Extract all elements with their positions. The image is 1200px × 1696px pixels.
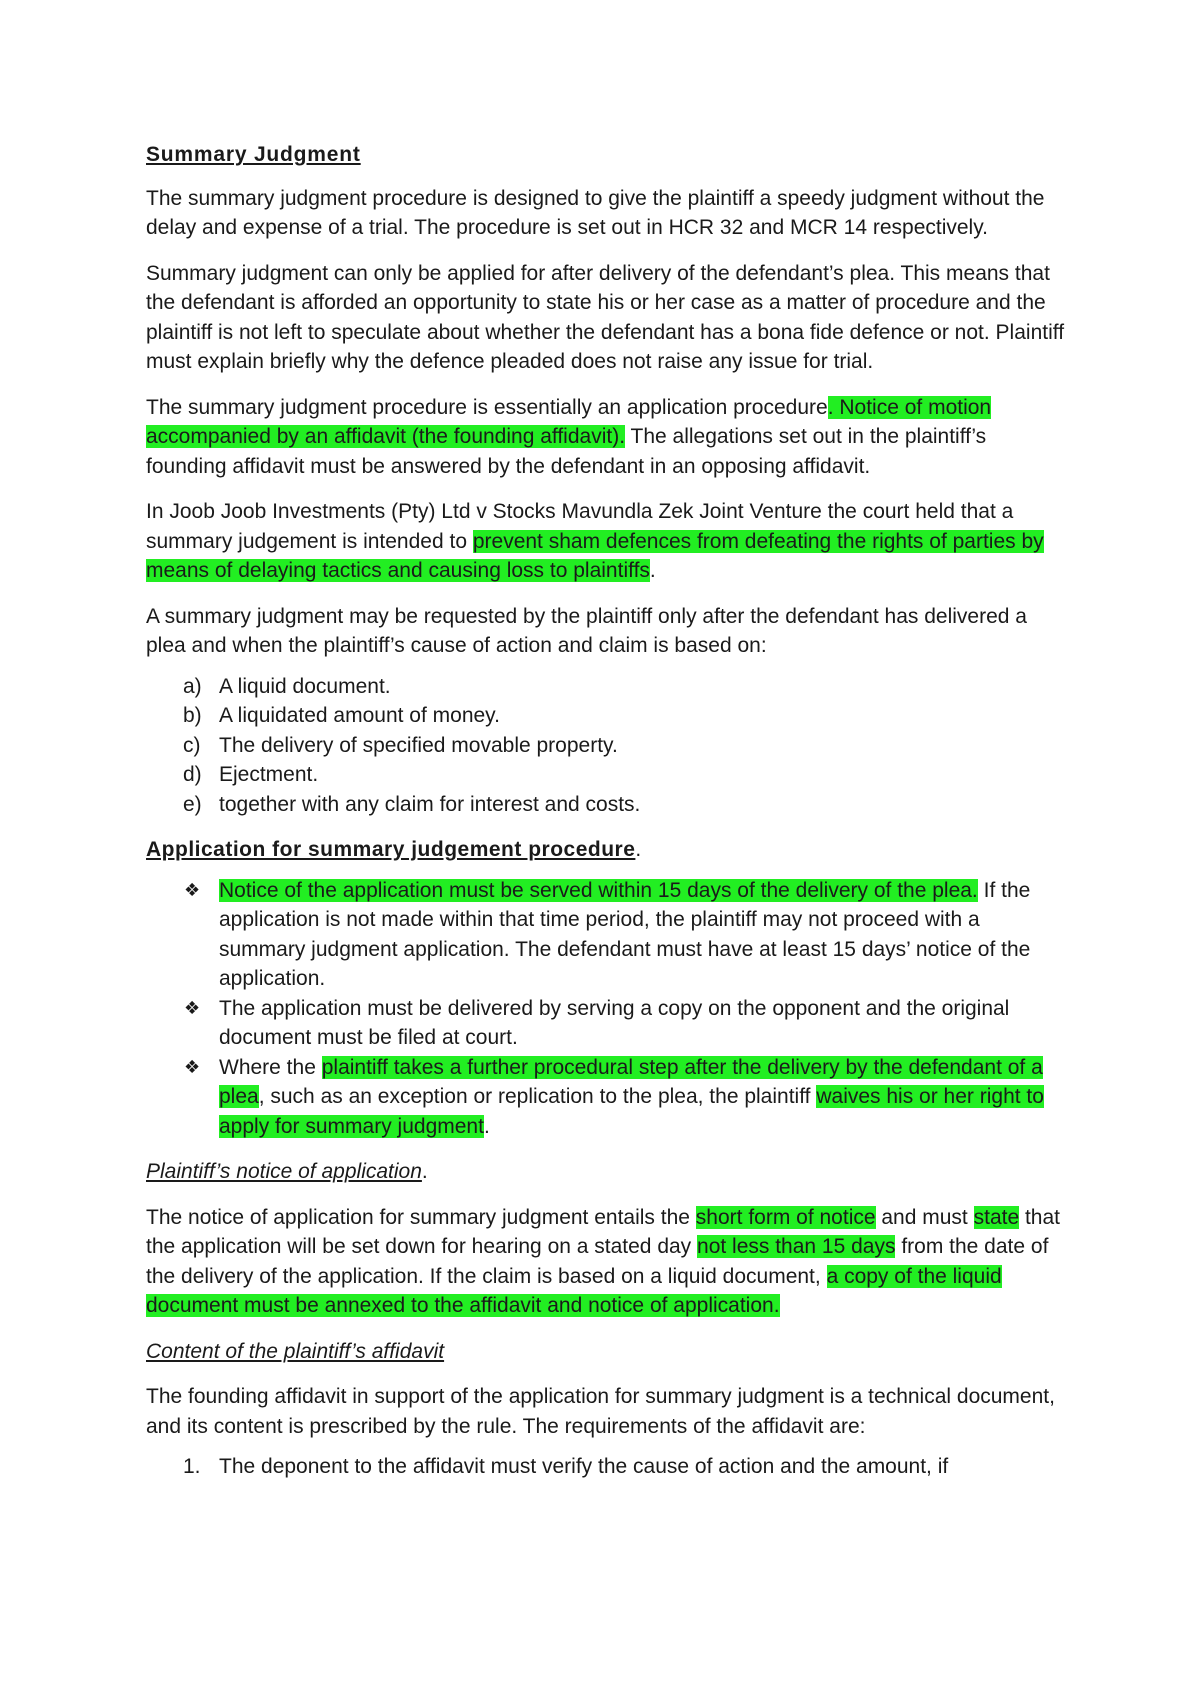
list-item-text: Ejectment.	[219, 763, 319, 786]
list-marker: c)	[183, 733, 201, 757]
list-marker: d)	[183, 763, 202, 786]
list-item-text: A liquid document.	[219, 674, 391, 698]
subheading-affidavit	[146, 1337, 1066, 1367]
highlighted-text: . Notice of motion accompanied by an affidavit (the founding affidavit).	[146, 395, 992, 448]
text-run: from the date of the delivery of the application. If the claim is based on a liquid document,	[146, 1235, 1049, 1288]
text-run: and must	[875, 1205, 974, 1229]
list-marker: e)	[183, 792, 202, 816]
highlighted-text: plaintiff takes a further procedural step after the delivery by the defendant of a plea	[219, 1055, 1043, 1108]
paragraph-requirements: A summary judgment may be requested by the plaintiff only after the defendant has delivered a plea and when the plaintiff’s cause of action and claim is based on:	[146, 604, 1027, 657]
highlighted-text: a copy of the liquid document must be annexed to the affidavit and notice of application.	[146, 1264, 1002, 1317]
list-item	[146, 1452, 1066, 1482]
list-item	[146, 1053, 1066, 1142]
diamond-bullet-icon: ❖	[184, 1056, 201, 1078]
text-run: that the application will be set down for hearing on a stated day	[146, 1205, 1061, 1258]
highlighted-text: waives his or her right to apply for summary judgment	[219, 1085, 1044, 1138]
list-item	[146, 876, 1066, 994]
paragraph-affidavit: The founding affidavit in support of the application for summary judgment is a technical document, and its content is prescribed by the rule. The requirements of the affidavit are:	[146, 1385, 1055, 1438]
list-item-text: The delivery of specified movable property.	[219, 733, 618, 757]
diamond-bullet-icon: ❖	[184, 997, 201, 1019]
section-heading-suffix: .	[635, 838, 642, 861]
text-run: If the application is not made within that time period, the plaintiff may not proceed with a summary judgment application. The defendant must have at least 15 days’ notice of the application.	[219, 878, 1031, 990]
list-item-text: together with any claim for interest and costs.	[219, 792, 641, 816]
subheading-affidavit-text: Content of the plaintiff’s affidavit	[146, 1339, 445, 1363]
text-run: The notice of application for summary judgment entails the	[146, 1205, 696, 1229]
highlighted-text: state	[973, 1205, 1020, 1229]
list-item	[146, 760, 1066, 790]
affidavit-requirements-list	[146, 1452, 1066, 1482]
claim-basis-list	[146, 672, 1066, 820]
text-run: .	[649, 559, 656, 582]
list-item	[146, 790, 1066, 820]
list-item	[146, 701, 1066, 731]
list-marker: b)	[183, 704, 202, 727]
document-page	[146, 140, 1066, 1498]
subheading-notice	[146, 1157, 1066, 1187]
diamond-bullet-icon: ❖	[184, 879, 201, 901]
paragraph-joob-joob-case	[146, 497, 1066, 586]
highlighted-text: not less than 15 days	[697, 1235, 896, 1258]
list-item	[146, 672, 1066, 702]
application-bullet-list	[146, 876, 1066, 1142]
subheading-notice-text: Plaintiff’s notice of application	[146, 1160, 422, 1183]
list-item	[146, 731, 1066, 761]
section-heading	[146, 835, 1066, 865]
list-marker: 1.	[183, 1455, 201, 1478]
text-run: The application must be delivered by serving a copy on the opponent and the original document must be filed at court.	[219, 996, 1010, 1049]
text-run: In Joob Joob Investments (Pty) Ltd v Stocks Mavundla Zek Joint Venture the court held that a summary judgement is intended to	[146, 500, 1014, 553]
text-run: .	[483, 1114, 490, 1138]
paragraph-application-procedure	[146, 393, 1066, 482]
document-title: Summary Judgment	[146, 143, 361, 166]
list-marker: a)	[183, 674, 202, 698]
section-heading-text: Application for summary judgement procedure	[146, 838, 636, 861]
list-item	[146, 994, 1066, 1053]
text-run: Where the	[219, 1055, 322, 1079]
text-run: , such as an exception or replication to the plea, the plaintiff	[258, 1085, 817, 1108]
highlighted-text: short form of notice	[695, 1205, 876, 1229]
paragraph-intro: The summary judgment procedure is designed to give the plaintiff a speedy judgment without the delay and expense of a trial. The procedure is set out in HCR 32 and MCR 14 respectively.	[146, 186, 1045, 239]
list-item-text: A liquidated amount of money.	[219, 704, 500, 727]
text-run: The summary judgment procedure is essentially an application procedure	[146, 395, 828, 419]
paragraph-notice	[146, 1203, 1066, 1321]
paragraph-plea: Summary judgment can only be applied for after delivery of the defendant’s plea. This means that the defendant is afforded an opportunity to state his or her case as a matter of procedure and the plaintiff is not left to speculate about whether the defendant has a bona fide defence or not. Plaintiff must explain briefly why the defence pleaded does not raise any issue for trial.	[146, 261, 1065, 373]
subheading-suffix: .	[421, 1160, 428, 1183]
highlighted-text: Notice of the application must be served within 15 days of the delivery of the plea.	[219, 878, 978, 902]
text-run: The allegations set out in the plaintiff’s founding affidavit must be answered by the defendant in an opposing affidavit.	[146, 425, 987, 478]
highlighted-text: prevent sham defences from defeating the rights of parties by means of delaying tactics and causing loss to plaintiffs	[146, 529, 1044, 582]
list-item-text: The deponent to the affidavit must verify the cause of action and the amount, if	[219, 1455, 949, 1478]
